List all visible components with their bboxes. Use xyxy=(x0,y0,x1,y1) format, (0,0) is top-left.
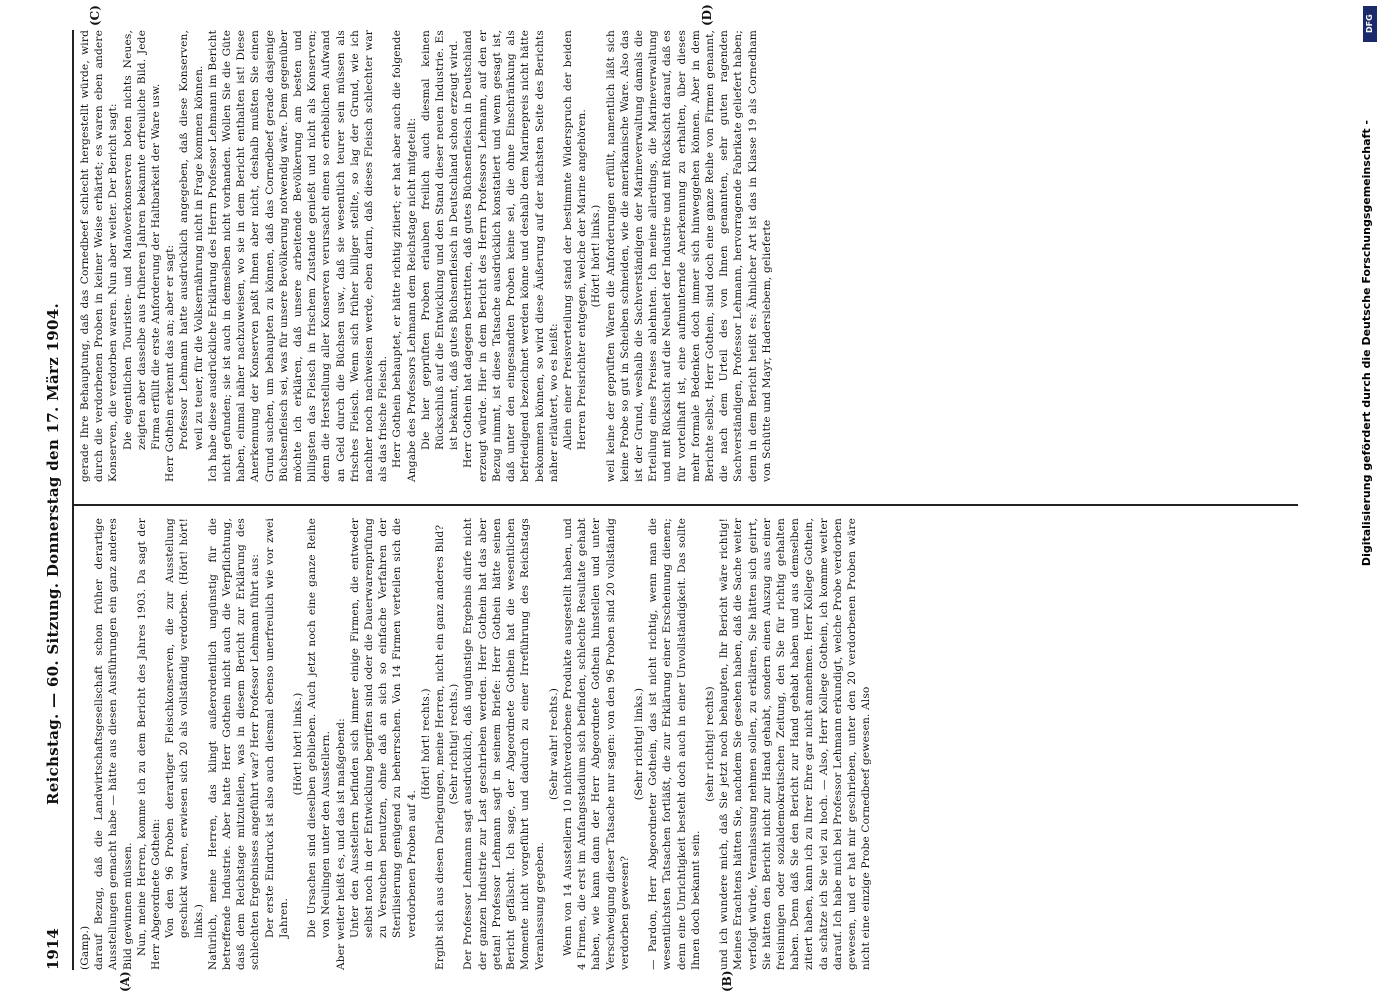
speaker-label: (Gamp.) xyxy=(79,925,91,970)
right-column xyxy=(78,30,774,482)
interjection: (Sehr richtig! links.) xyxy=(632,687,645,801)
paragraph: Natürlich, meine Herren, das klingt außerordentlich ungünstig für die betreffende Industrie. Aber hatte Herr Gothein nicht auch die Verpflichtung, dasß dem Reichstage mitzuteilen, was in diesem Bericht zur Erklärung des schlechten Ergebnisses angeführt war? Herr Professor Lehmann führt aus: xyxy=(206,518,262,970)
page-number: 1914 xyxy=(44,928,62,970)
paragraph: Herr Gothein behauptet, er hätte richtig zitiert; er hat aber auch die folgende Angabe des Professors Lehmann dem Reichstage nicht mitgeteilt: xyxy=(391,30,418,482)
header-rule xyxy=(72,30,74,970)
quotation: Professor Lehmann hatte ausdrücklich angegeben, daß diese Konserven, weil zu teuer, für die Volksernährung nicht in Frage kommen können. xyxy=(178,30,205,450)
quotation: Die hier geprüften Proben erlauben freilich auch diesmal keinen Rückschluß auf die Entwicklung und den Stand dieser neuen Industrie. Es ist bekannt, daß gutes Büchsenfleisch in Deutschland schon erzeugt wird. xyxy=(419,30,461,450)
quotation: Allein einer Preisverteilung stand der bestimmte Widerspruch der beiden Herren Preisrichter entgegen, welche der Marine angehören. xyxy=(561,30,589,450)
page-header xyxy=(40,30,70,970)
paragraph: darauf Bezug, daß die Landwirtschaftsgesellschaft schon früher derartige Ausstellungen gemacht habe — hätte aus diesen Ausführungen ein ganz anderes Bild gewinnen müssen. xyxy=(93,518,134,970)
quotation: Unter den Ausstellern befinden sich immer einige Firmen, die entweder selbst noch in der Entwicklung begriffen sind oder die Dauerwarenprüfung zu Versuchen benutzen, ohne daß an sich so einfache Verfahren der Sterilisierung genügend zu beherrschen. Von 14 Firmen verteilen sich die verdorbenen Proben auf 4. xyxy=(348,518,418,938)
paragraph: Nun, meine Herren, komme ich zu dem Bericht des Jahres 1903. Da sagt der Herr Abgeordnete Gothein: xyxy=(135,518,163,970)
paragraph: Wenn von 14 Ausstellern 10 nichtverdorbene Produkte ausgestellt haben, und 4 Firmen, die erst im Anfangsstadium sich befinden, schlechte Resultate gehabt haben, wie kann dann der Herr Abgeordnete Gothein hinstellen und unter Verschweigung dieser Tatsache nur sagen: von den 96 Proben sind 20 vollständig verdorben gewesen? xyxy=(561,518,631,970)
paragraph: Der Professor Lehmann sagt ausdrücklich, daß ungünstige Ergebnis dürfe nicht der ganzen Industrie zur Last geschrieben werden. Herr Gothein hat das aber getan! Professor Lehmann sagt in seinem Briefe: Herr Gothein hätte seinen Bericht gefälscht. Ich sage, der Abgeordnete Gothein hat die wesentlichen Momente nicht vorgeführt und dadurch zu einer Irreführung des Reichstags Veranlassung gegeben. xyxy=(462,518,546,970)
paragraph: weil keine der geprüften Waren die Anforderungen erfüllt, namentlich läßt sich keine Probe so gut in Scheiben schneiden, wie die amerikanische Ware. Also das ist der Grund, weshalb die Sachverständigen der Marineverwaltung damals die Erteilung eines Preises ablehnten. Ich meine allerdings, die Marineverwaltung und mit Rücksicht auf die Neuheit der Industrie und mit Rücksicht darauf, daß es für vorteilhaft ist, eine aufmunternde Anerkennung zu erhalten, über dieses mehr formale Bedenken doch immer sich hinweggehen können. Aber in dem Berichte selbst, Herr Gothein, sind doch eine ganze Reihe von Firmen genannt, die nach dem Urteil des von Ihnen genannten, sehr guten ragenden Sachverständigen, Professor Lehmann, hervorragende Fabrikate geliefert haben; denn in dem Bericht heißt es: Ähnlicher Art ist das in Klasse 19 als Cornedham von Schütte und Mayr, Haderslebem, gelieferte xyxy=(604,30,773,482)
paragraph: Ich habe diese ausdrückliche Erklärung des Herrn Professor Lehmann im Bericht nicht gefunden; sie ist auch in demselben nicht vorhanden. Wollen Sie die Güte haben, einmal näher nachzuweisen, wo sie in dem Bericht enthalten ist! Diese Anerkennung der Konserven paßt Ihnen aber nicht, deshalb mußten Sie einen Grund suchen, um behaupten zu können, daß das Cornedbeef gerade dasjenige Büchsenfleisch sei, was für unsere Bevölkerung notwendig wäre. Dem gegenüber möchte ich erklären, daß unsere arbeitende Bevölkerung am besten und billigsten das Fleisch in frischem Zustande genießt und nicht als Konserven; denn die Herstellung aller Konserven verursacht einen so erheblichen Aufwand an Geld durch die Büchsen usw., daß sie wesentlich teurer sein müssen als frisches Fleisch. Wenn sich früher billiger stellte, so lag der Grund, wie ich nachher noch nachweisen werde, eben darin, daß dieses Fleisch schlechter war als das frische Fleisch. xyxy=(206,30,390,482)
margin-marker-c: (C) xyxy=(88,5,102,26)
paragraph: Ergibt sich aus diesen Darlegungen, meine Herren, nicht ein ganz anderes Bild? xyxy=(434,524,447,970)
digitization-sidebar xyxy=(1339,0,1383,1000)
quotation: Die eigentlichen Touristen- und Manöverkonserven boten nichts Neues, zeigten aber dasselbe aus früheren Jahren bekannte erfreuliche Bild. Jede Firma erfüllt die erste Anforderung der Haltbarkeit der Ware usw. xyxy=(121,30,163,450)
running-title: Reichstag. — 60. Sitzung. Donnerstag den 17. März 1904. xyxy=(44,302,62,805)
paragraph: Herr Gothein hat dagegen bestritten, daß gutes Büchsenfleisch in Deutschland erzeugt würde. Hier in dem Bericht des Herrn Professors Lehmann, auf den er Bezug nimmt, ist diese Tatsache ausdrücklich konstatiert und wenn gesagt ist, daß unter den eingesandten Proben keine sei, die ohne Einschränkung als befriedigend bezeichnet werden könne und deshalb dem Marinepreis nicht hätte bekommen können, so wird diese Äußerung auf der nächsten Seite des Berichts näher erläutert, wo es heißt: xyxy=(462,30,560,482)
interjection: (Hört! hört! links.) xyxy=(590,204,603,308)
interjection: (Sehr richtig! rechts.) xyxy=(448,683,461,805)
quotation: Von den 96 Proben derartiger Fleischkonserven, die zur Ausstellung geschickt waren, erwiesen sich 20 als vollständig verdorben. (Hört! hört! links.) xyxy=(164,518,205,938)
column-divider xyxy=(72,505,1298,507)
paragraph: gerade Ihre Behauptung, daß das Cornedbeef schlecht hergestellt würde, wird durch die verdorbenen Proben in keiner Weise erhärtet; es waren eben andere Konserven, die verdorben waren. Nun aber weiter. Der Bericht sagt: xyxy=(79,30,120,482)
quotation: Der erste Eindruck ist also auch diesmal ebenso unerfreulich wie vor zwei Jahren. xyxy=(263,518,290,938)
margin-marker-d: (D) xyxy=(700,4,714,26)
paragraph: — Pardon, Herr Abgeordneter Gothein, das ist nicht richtig, wenn man die wesentlichsten Tatsachen fortläßt, die zur Erklärung einer Erscheinung dienen; denn eine Unrichtigkeit besteht doch auch in einer Unvollständigkeit. Das sollte Ihnen doch bekannt sein. xyxy=(647,518,702,970)
margin-marker-a: (A) xyxy=(118,971,132,992)
paragraph: Aber weiter heißt es, und das ist maßgebend: xyxy=(334,718,347,970)
interjection: (Hört! hört! links.) xyxy=(292,692,305,796)
interjection: (sehr richtig! rechts) xyxy=(703,686,716,802)
quotation: Die Ursachen sind dieselben geblieben. Auch jetzt noch eine ganze Reihe von Neulingen unter den Ausstellern. xyxy=(306,518,333,938)
margin-marker-b: (B) xyxy=(720,970,734,992)
dfg-logo: DFG xyxy=(1363,6,1377,42)
interjection: (Sehr wahr! rechts.) xyxy=(547,687,560,801)
paragraph: Herr Gothein erkennt das an; aber er sagt: xyxy=(164,244,177,482)
paragraph: und ich wundere mich, daß Sie jetzt noch behaupten, Ihr Bericht wäre richtig! Meines Erachtens hätten Sie, nachdem Sie gesehen haben, daß die Sache weiter verfolgt würde, Veranlassung nehmen sollen, zu erklären, Sie hätten sich geirrt, Sie hätten den Bericht nicht zur Hand gehabt, sondern einen Auszug aus einer freisinnigen oder sozialdemokratischen Zeitung, den Sie für richtig gehalten haben. Denn daß Sie den Bericht zur Hand gehabt haben und aus demselben zitiert haben, kann ich zu Ihrer Ehre gar nicht annehmen. Herr Kollege Gothein, da schätze ich Sie viel zu hoch. — Also, Herr Kollege Gothein, ich komme weiter darauf. Ich habe mich bei Professor Lehmann erkundigt, welche Probe verdorben gewesen, und er hat mir geschrieben, unter den 20 verdorbenen Proben wäre nicht eine einzige Probe Cornedbeef gewesen. Also xyxy=(718,518,873,970)
interjection: (Hört! hört! rechts.) xyxy=(419,688,432,800)
left-column xyxy=(78,518,873,970)
digitization-note: Digitalisierung gefördert durch die Deutsche Forschungsgemeinschaft - xyxy=(1360,120,1373,567)
